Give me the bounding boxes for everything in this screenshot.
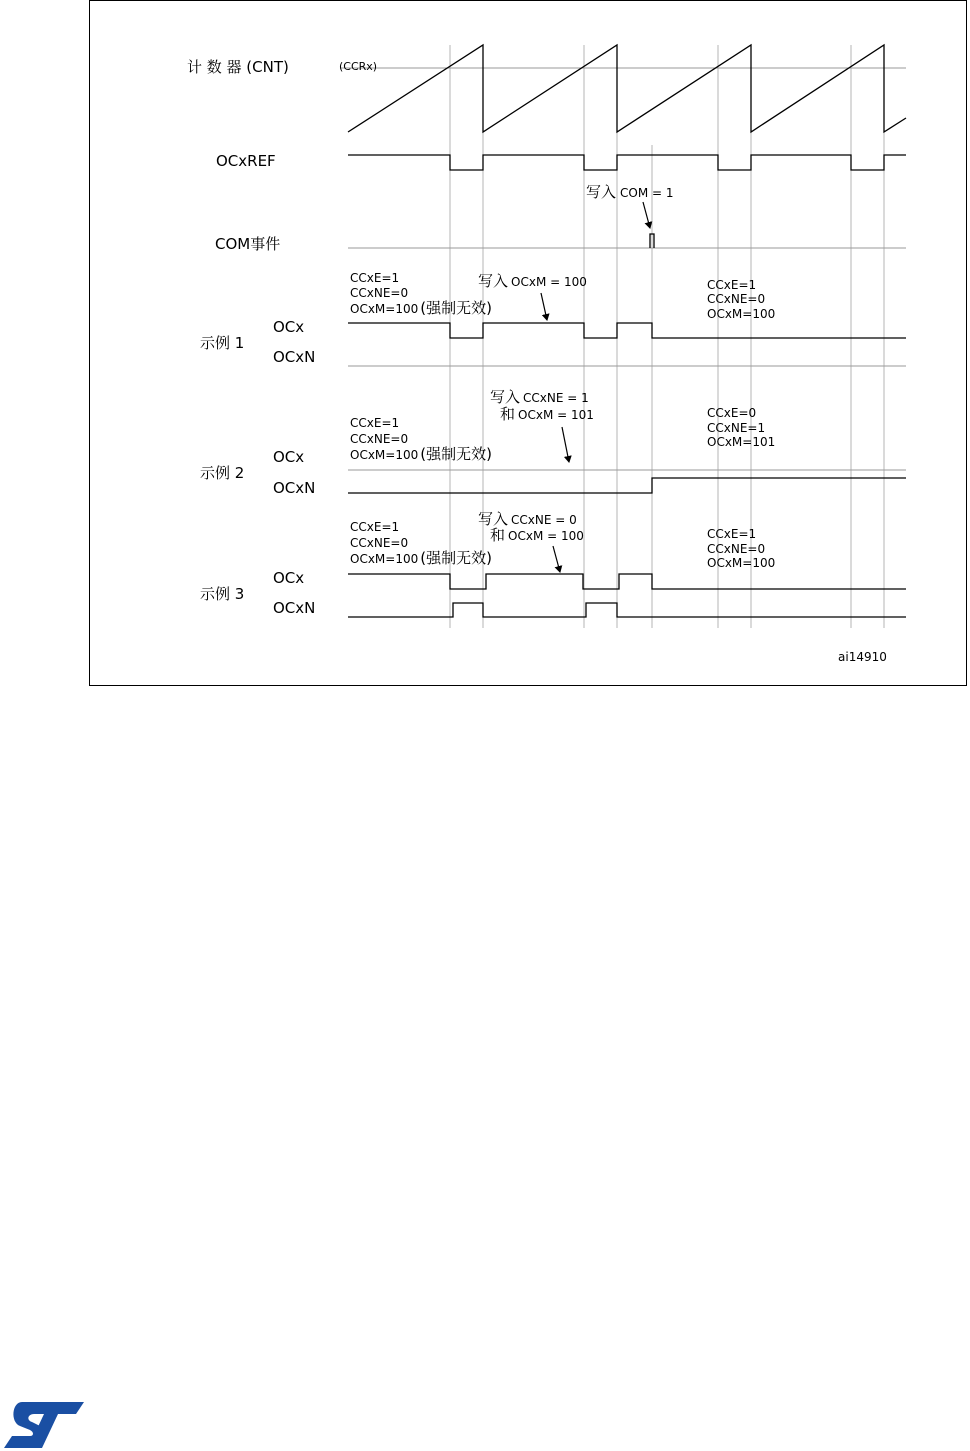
example3-ocxn-label: OCxN — [273, 599, 316, 617]
example2-ocxn-waveform — [348, 478, 906, 493]
example2-write-annotation-line1: 写入 CCxNE = 1 — [490, 388, 589, 406]
example1-write-arrow — [541, 293, 547, 320]
example1-ocx-label: OCx — [273, 318, 305, 336]
example2-after-line2: CCxNE=1 — [707, 421, 766, 435]
example3-write-annotation-line1: 写入 CCxNE = 0 — [478, 510, 577, 528]
example2-name: 示例 2 — [200, 464, 245, 482]
example1-before-line1: CCxE=1 — [350, 271, 400, 285]
com-event-label: COM事件 — [215, 235, 281, 253]
example1-before-line3: OCxM=100 (强制无效) — [350, 299, 492, 317]
st-logo-icon — [4, 1400, 84, 1450]
example1-before-line2: CCxNE=0 — [350, 286, 409, 300]
example1-name: 示例 1 — [200, 334, 245, 352]
example1-after-line2: CCxNE=0 — [707, 292, 766, 306]
com-write-arrow — [643, 202, 650, 228]
example3-ocx-waveform — [348, 574, 906, 589]
example3-name: 示例 3 — [200, 585, 245, 603]
counter-sawtooth — [348, 45, 906, 132]
example1-after-line1: CCxE=1 — [707, 278, 757, 292]
example2-after-line3: OCxM=101 — [707, 435, 776, 449]
example2-ocx-label: OCx — [273, 448, 305, 466]
example1-write-annotation: 写入 OCxM = 100 — [478, 272, 587, 290]
example3-after-line1: CCxE=1 — [707, 527, 757, 541]
example2-write-arrow — [562, 427, 569, 462]
example2-before-line1: CCxE=1 — [350, 416, 400, 430]
example3-ocxn-waveform — [348, 603, 906, 617]
counter-label: 计 数 器 (CNT) — [187, 58, 289, 76]
example3-after-line3: OCxM=100 — [707, 556, 776, 570]
example3-before-line2: CCxNE=0 — [350, 536, 409, 550]
example1-ocxn-label: OCxN — [273, 348, 316, 366]
example2-before-line3: OCxM=100 (强制无效) — [350, 445, 492, 463]
com-write-annotation: 写入 COM = 1 — [586, 183, 674, 201]
example2-before-line2: CCxNE=0 — [350, 432, 409, 446]
example3-before-line3: OCxM=100 (强制无效) — [350, 549, 492, 567]
example2-ocxn-label: OCxN — [273, 479, 316, 497]
ccrx-label: (CCRx) — [339, 60, 378, 73]
example2-after-line1: CCxE=0 — [707, 406, 757, 420]
example3-write-annotation-line2: 和 OCxM = 100 — [490, 526, 584, 544]
example3-after-line2: CCxNE=0 — [707, 542, 766, 556]
example2-write-annotation-line2: 和 OCxM = 101 — [500, 405, 594, 423]
ocxref-label: OCxREF — [216, 152, 276, 170]
ocxref-waveform — [348, 155, 906, 170]
example1-after-line3: OCxM=100 — [707, 307, 776, 321]
example3-ocx-label: OCx — [273, 569, 305, 587]
example3-before-line1: CCxE=1 — [350, 520, 400, 534]
timing-diagram — [0, 0, 970, 700]
example3-write-arrow — [553, 546, 560, 572]
st-logo-shape — [4, 1402, 84, 1448]
example1-ocx-waveform — [348, 323, 906, 338]
figure-id-label: ai14910 — [838, 650, 887, 664]
